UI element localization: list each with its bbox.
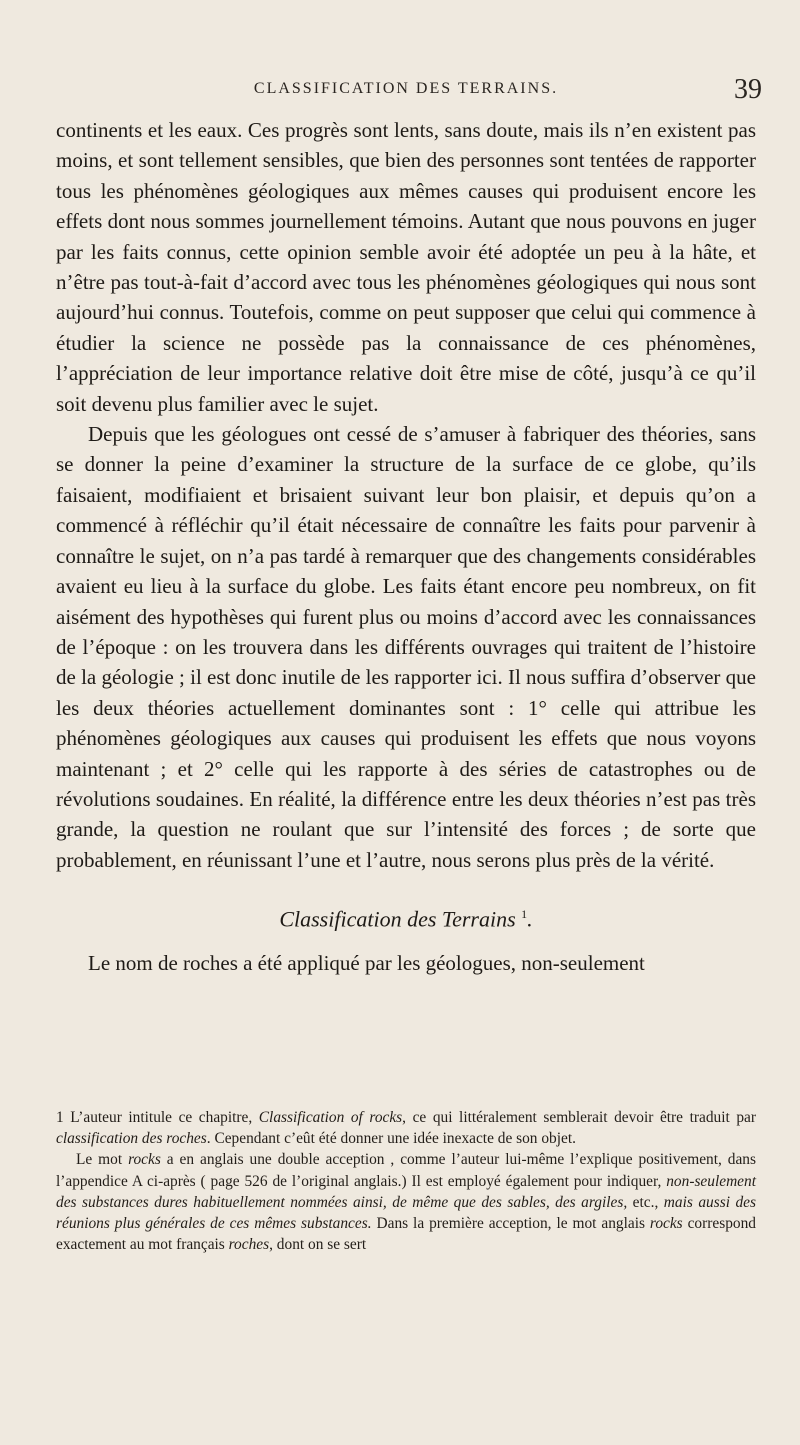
footnote-2-part: Le mot [76, 1151, 129, 1169]
footnote-2-italic: roches [228, 1236, 270, 1254]
running-title: CLASSIFICATION DES TERRAINS. [253, 80, 559, 97]
footnote-2-part: correspond exactement au mot français [56, 1215, 756, 1254]
paragraph-3: Le nom de roches a été appliqué par les géologues, non-seulement [88, 951, 645, 976]
footnote-2-part: a en anglais une double acception , comme l’auteur lui-même l’explique positivement, dans l’appendice A ci-après ( page 526 de l’original anglais.) Il est employé également pour indiquer, [56, 1151, 756, 1190]
page-number: 39 [734, 74, 762, 105]
footnote-2-part: , dont on se sert [269, 1236, 367, 1254]
footnote-1-italic: Classification of rocks [258, 1109, 403, 1126]
paragraph-2: Depuis que les géologues ont cessé de s’amuser à fabriquer des théories, sans se donner la peine d’examiner la structure de la surface de ce globe, qu’ils faisaient, modifiaient et brisaient suivant leur bon plaisir, et depuis qu’on a commencé à réfléchir qu’il était nécessaire de connaître les faits pour parvenir à connaître le sujet, on n’a pas tardé à remarquer que des changements considérables avaient eu lieu à la surface du globe. Les faits étant encore peu nombreux, on fit aisément des hypothèses qui furent plus ou moins d’accord avec les connaissances de l’époque : on les trouvera dans les différents ouvrages qui traitent de l’histoire de la géologie ; il est donc inutile de les rapporter ici. Il nous suffira d’observer que les deux théories actuellement dominantes sont : 1° celle qui attribue les phénomènes géologiques aux causes qui produisent les effets que nous voyons maintenant ; et 2° celle qui les rapporte à des séries de catastrophes ou de révolutions soudaines. En réalité, la différence entre les deux théories n’est pas très grande, la question ne roulant que sur l’intensité des forces ; de sorte que probablement, en réunissant l’une et l’autre, nous serons plus près de la vérité. [56, 422, 756, 872]
footnote-marker: 1 [521, 907, 528, 922]
footnotes [56, 1107, 756, 1255]
footnote-1-part: , ce qui littéralement semblerait devoir être traduit par [402, 1109, 756, 1126]
section-heading-period: . [527, 906, 533, 932]
footnote-2-italic: non-seulement des substances dures habituellement nommées ainsi, de même que des sables, des argiles, [56, 1172, 756, 1211]
section-heading-text: Classification des Terrains [279, 906, 516, 932]
footnote-2 [56, 1149, 756, 1255]
footnote-2-part: Dans la première acception, le mot anglais [371, 1215, 650, 1233]
footnote-2-part: etc., [627, 1193, 664, 1211]
footnote-1-italic: classification des roches [56, 1130, 207, 1148]
footnote-2-italic: rocks [128, 1151, 161, 1169]
footnote-1-part: . Cependant c’eût été donner une idée inexacte de son objet. [206, 1130, 576, 1148]
paragraph-1: continents et les eaux. Ces progrès sont lents, sans doute, mais ils n’en existent pas moins, et sont tellement sensibles, que bien des personnes sont tentées de rapporter tous les phénomènes géologiques aux mêmes causes qui produisent encore les effets dont nous sommes journellement témoins. Autant que nous pouvons en juger par les faits connus, cette opinion semble avoir été adoptée un peu à la hâte, et n’être pas tout-à-fait d’accord avec tous les phénomènes géologiques qui nous sont aujourd’hui connus. Toutefois, comme on peut supposer que celui qui commence à étudier la science ne possède pas la connaissance de ces phénomènes, l’appréciation de leur importance relative doit être mise de côté, jusqu’à ce qu’il soit devenu plus familier avec le sujet. [56, 118, 756, 416]
footnote-1-part: 1 L’auteur intitule ce chapitre, [56, 1109, 259, 1126]
footnote-2-italic: rocks [649, 1215, 683, 1233]
footnote-2-italic: mais aussi des réunions plus générales de ces mêmes substances. [56, 1193, 757, 1233]
running-head [56, 74, 762, 114]
section-heading [56, 899, 756, 934]
footnote-1 [56, 1107, 756, 1149]
body-text [56, 115, 756, 979]
